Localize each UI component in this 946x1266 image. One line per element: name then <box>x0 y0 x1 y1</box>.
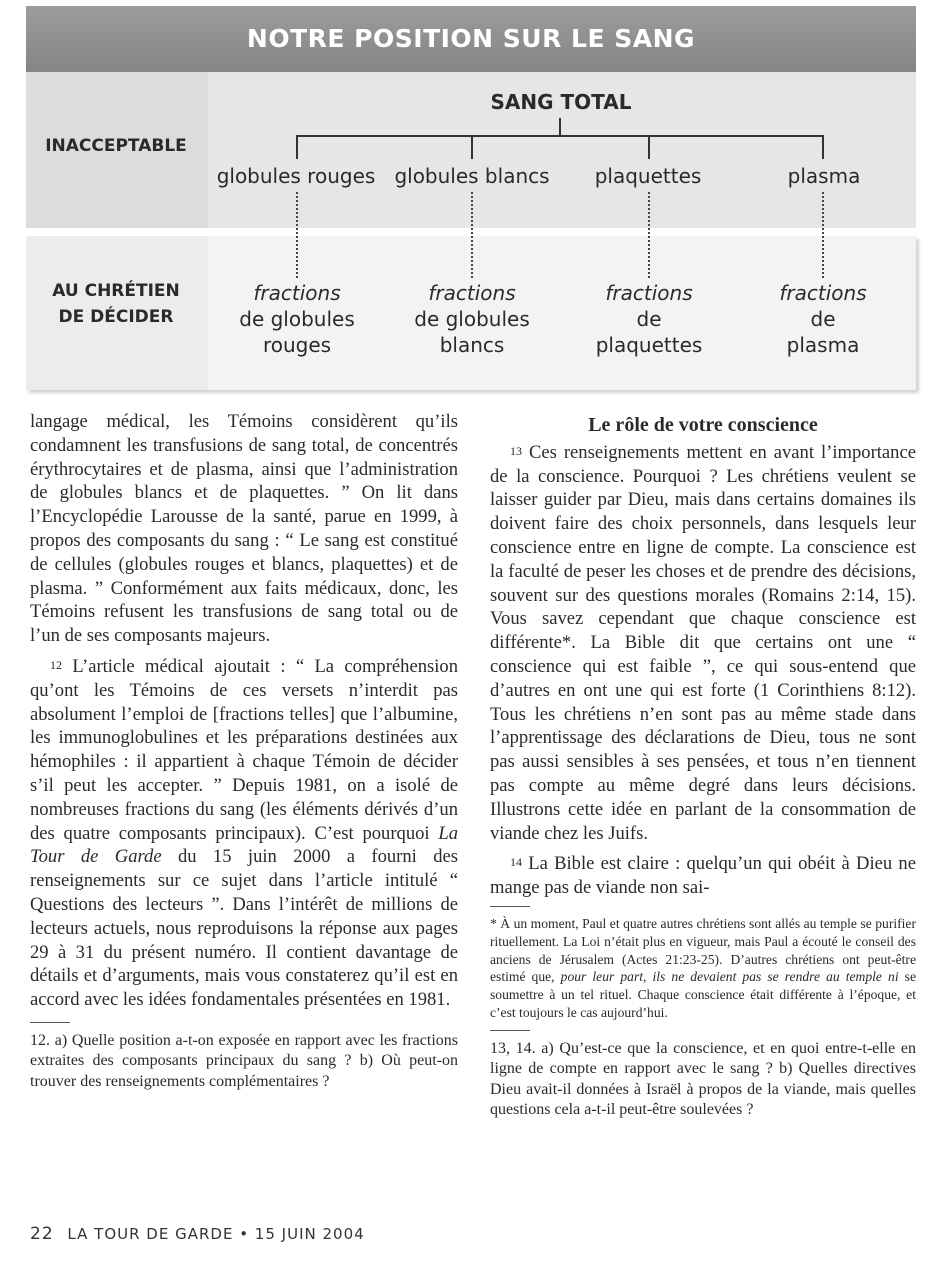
whole-blood-node: SANG TOTAL <box>490 90 632 114</box>
paragraph-11-end: langage médical, les Témoins considèrent qu’ils condamnent les transfusions de sang total, de concentrés érythrocytaires et de plasma, ainsi que l’administration de globules blancs et de plaquettes. ” On lit dans l’Encyclopédie Larousse de la santé, parue en 1999, à propos des composants du sang : “ Le sang est constitué de cellules (globules rouges et blancs, plaquettes) et de plasma. ” Conformément aux faits médicaux, donc, les Témoins refusent les transfusions de sang total ou de l’un de ses composants majeurs. <box>30 411 458 647</box>
row-label-inacceptable: INACCEPTABLE <box>45 136 187 156</box>
section-heading: Le rôle de votre conscience <box>588 414 818 436</box>
paragraph-number: 13 <box>510 443 522 458</box>
footnote: * À un moment, Paul et quatre autres chrétiens sont allés au temple se purifier rituellement. La Loi n’était plus en vigueur, mais Paul a écouté le conseil des anciens de Jérusalem (Actes 21:23-25). D’autres chrétiens ont peut-être estimé que, pour leur part, ils ne devaient pas se rendre au temple ni se soumettre à un tel rituel. Chaque conscience était différente à l’époque, et c’est toujours le cas aujourd’hui. <box>490 915 916 1020</box>
left-column <box>30 410 458 1092</box>
study-question-12: 12. a) Quelle position a-t-on exposée en rapport avec les fractions extraites des composants principaux du sang ? b) Où peut-on trouver des renseignements complémentaires ? <box>30 1031 458 1090</box>
publication-info: LA TOUR DE GARDE • 15 JUIN 2004 <box>67 1225 365 1243</box>
tree-bar <box>296 135 824 137</box>
divider <box>30 1022 70 1023</box>
footnote-divider <box>490 906 530 907</box>
component-plasma: plasma <box>787 164 861 188</box>
fraction-platelets: fractions de plaquettes <box>595 281 703 357</box>
component-platelets: plaquettes <box>594 164 702 188</box>
fraction-plasma: fractions de plasma <box>779 281 867 357</box>
component-white-cells: globules blancs <box>394 164 550 188</box>
paragraph-number: 12 <box>50 657 62 672</box>
page-footer <box>30 1224 365 1244</box>
blood-position-diagram <box>26 6 916 390</box>
diagram-title: NOTRE POSITION SUR LE SANG <box>26 6 916 72</box>
fraction-red-cells: fractions de globules rouges <box>239 281 355 357</box>
paragraph-12: 12 L’article médical ajoutait : “ La compréhension qu’ont les Témoins de ces versets n’interdit pas absolument l’emploi de [fractions telles] que l’albumine, les immunoglobulines et les préparations destinées aux hémophiles : il appartient à chaque Témoin de décider s’il peut les accepter. ” Depuis 1981, on a isolé de nombreuses fractions du sang (les éléments dérivés d’un des quatre composants principaux). C’est pourquoi La Tour de Garde du 15 juin 2000 a fourni des renseignements sur ce sujet dans l’article intitulé “ Questions des lecteurs ”. Dans l’intérêt de millions de lecteurs actuels, nous reproduisons la réponse aux pages 29 à 31 du présent numéro. Il contient davantage de détails et d’arguments, mais vous constaterez qu’il est en accord avec les idées fondamentales présentées en 1981. <box>30 655 458 1011</box>
page-number: 22 <box>30 1224 54 1244</box>
right-column <box>490 410 916 1120</box>
paragraph-13: 13 Ces renseignements mettent en avant l’importance de la conscience. Pourquoi ? Les chrétiens veulent se laisser guider par Dieu, mais dans certains domaines ils doivent faire des choix personnels, dans lesquels leur conscience entre en ligne de compte. La conscience est la faculté de peser les choses et de prendre des décisions, souvent sur des questions morales (Romains 2:14, 15). Vous savez cependant que chaque conscience est différente*. La Bible dit que certains ont une “ conscience qui est faible ”, ce qui sous-entend que d’autres en ont une qui est forte (1 Corinthiens 8:12). Tous les chrétiens n’en sont pas au même stade dans l’apprentissage des déclarations de Dieu, tous ne sont pas aussi sensibles à ses pensées, et tous n’en tiennent pas compte au même degré dans leurs décisions. Illustrons cette idée en parlant de la consommation de viande chez les Juifs. <box>490 441 916 844</box>
study-question-13-14: 13, 14. a) Qu’est-ce que la conscience, et en quoi entre-t-elle en ligne de compte en rapport avec le sang ? b) Quelles directives Dieu avait-il données à Israël à propos de la viande, mais quelles questions cela a-t-il peut-être soulevées ? <box>490 1039 916 1118</box>
fraction-white-cells: fractions de globules blancs <box>414 281 530 357</box>
row-label-decide: AU CHRÉTIEN DE DÉCIDER <box>52 281 180 327</box>
divider <box>490 1030 530 1031</box>
tree-stem <box>559 118 561 136</box>
paragraph-number: 14 <box>510 855 522 870</box>
component-red-cells: globules rouges <box>216 164 376 188</box>
paragraph-14: 14 La Bible est claire : quelqu’un qui obéit à Dieu ne mange pas de viande non sai- <box>490 853 916 899</box>
